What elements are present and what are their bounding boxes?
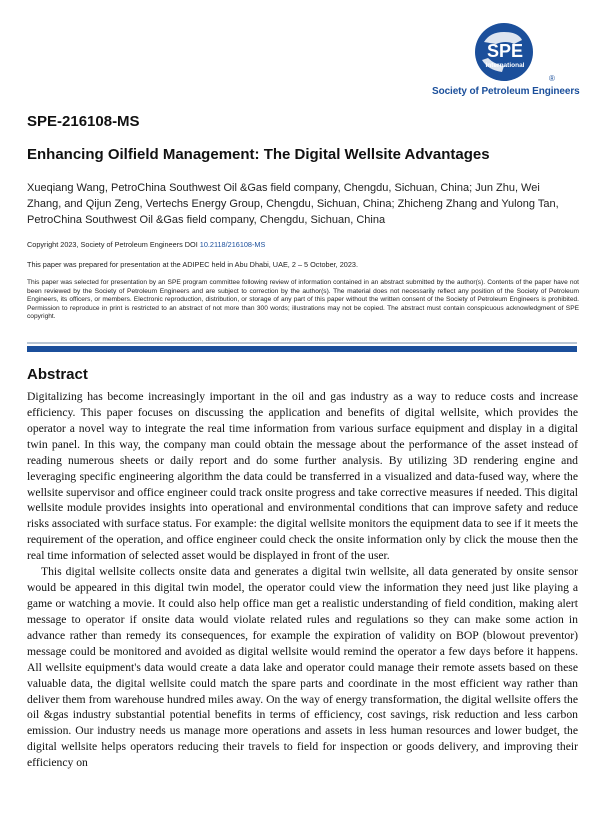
copyright-line — [27, 240, 577, 249]
spe-mark-text: SPE — [486, 41, 524, 61]
copyright-text: Copyright 2023, Society of Petroleum Engineers DOI — [27, 240, 200, 249]
paper-number: SPE-216108-MS — [27, 113, 140, 130]
divider-thick — [27, 346, 577, 352]
abstract-paragraph: Digitalizing has become increasingly important in the oil and gas industry as a way to reduce costs and increase efficiency. This paper focuses on discussing the application and benefits of digital wellsite, which provides the operator a novel way to integrate the real time information from various surface equipment and display in a digital twin panel. In this way, the company man could obtain the message about the performance of the asset instead of reading numerous sheets or daily report and do some further analysis. By utilizing 3D rendering engine and leveraging specific engineering algorithm the data could be transferred in a visualized and data-fused way, where the wellsite supervisor and office engineer could track onsite progress and take corrective measures if needed. This digital wellsite module provides insights into operational and environmental conditions that can improve safety and reduce risks associated with surface status. For example: the digital wellsite monitors the equipment data to see if it meets the requirement of the operation, and office engineer could check the onsite information only by click the mouse then the real time information of selected asset would be displayed in front of the user. — [27, 390, 578, 563]
abstract-heading: Abstract — [27, 366, 88, 383]
divider-thin — [27, 342, 577, 344]
spe-mark-subtext: International — [485, 62, 525, 69]
registered-mark: ® — [549, 74, 555, 83]
spe-logo — [432, 20, 578, 100]
prepared-statement: This paper was prepared for presentation at the ADIPEC held in Abu Dhabi, UAE, 2 – 5 October, 2023. — [27, 260, 358, 269]
logo-caption: Society of Petroleum Engineers — [432, 86, 580, 97]
abstract-body — [27, 389, 578, 771]
authors: Xueqiang Wang, PetroChina Southwest Oil &Gas field company, Chengdu, Sichuan, China; Jun Zhu, Wei Zhang, and Qijun Zeng, Vertechs Energy Group, Chengdu, Sichuan, China; Zhicheng Zhang and Yulong Tan, PetroChina Southwest Oil &Gas field company, Chengdu, Sichuan, China — [27, 182, 559, 226]
doi-link[interactable]: 10.2118/216108-MS — [199, 240, 266, 249]
spe-globe-icon — [448, 20, 574, 84]
paper-title: Enhancing Oilfield Management: The Digital Wellsite Advantages — [27, 146, 490, 163]
abstract-paragraph: This digital wellsite collects onsite data and generates a digital twin wellsite, all data generated by onsite sensor would be appeared in this digital twin model, the operator could view the information they need just like playing a game or watching a movie. It could also help office man get a realistic understanding of field condition, making alert message to operator if onsite data would violate related rules and regulations so they can make some action in advance rather than remedy its consequences, for example the expiration of validity on BOP (blowout preventor) message could be monitored and avoided as digital wellsite would remind the operator a few days before it happens. All wellsite equipment's data would create a data lake and operator could manage their remote assets based on these valuable data, the digital wellsite could match the spare parts and coordinate in the most efficient way rather than deliver them from warehouse hundred miles away. On the way of energy transformation, the digital wellsite offers the oil &gas industry substantial potential benefits in terms of efficiency, cost savings, risk reduction and less carbon emission. Our industry needs us manage more operations and assets in less human resources and lower budget, the digital wellsite helps operators reducing their travels to field for inspection or goods delivery, and improving their efficiency on — [27, 565, 578, 770]
legal-notice: This paper was selected for presentation by an SPE program committee following review of information contained in an abstract submitted by the author(s). Contents of the paper have not been reviewed by the Society of Petroleum Engineers and are subject to correction by the author(s). The material does not necessarily reflect any position of the Society of Petroleum Engineers, its officers, or members. Electronic reproduction, distribution, or storage of any part of this paper without the written consent of the Society of Petroleum Engineers is prohibited. Permission to reproduce in print is restricted to an abstract of not more than 300 words; illustrations may not be copied. The abstract must contain conspicuous acknowledgment of SPE copyright. — [27, 279, 579, 321]
